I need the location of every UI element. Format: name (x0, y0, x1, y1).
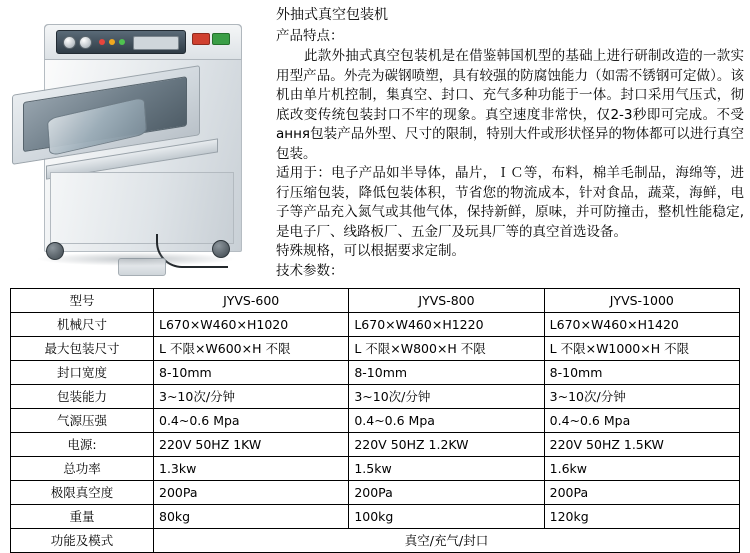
row-value: 200Pa (349, 481, 544, 505)
display-screen (133, 36, 179, 50)
indicator-led-icon (109, 39, 115, 45)
row-label: 包装能力 (11, 385, 154, 409)
indicator-led-icon (99, 39, 105, 45)
table-header-model: 型号 (11, 289, 154, 313)
table-header-jyvs600: JYVS-600 (154, 289, 349, 313)
row-label: 最大包装尺寸 (11, 337, 154, 361)
table-row (11, 481, 740, 505)
row-label: 总功率 (11, 457, 154, 481)
table-row (11, 313, 740, 337)
control-knob-icon (79, 36, 92, 49)
row-label: 重量 (11, 505, 154, 529)
row-value: 0.4~0.6 Mpa (154, 409, 349, 433)
row-value: 120kg (544, 505, 739, 529)
table-row (11, 433, 740, 457)
table-header-row (11, 289, 740, 313)
start-button-icon (212, 33, 230, 45)
stop-button-icon (192, 33, 210, 45)
row-label: 电源: (11, 433, 154, 457)
row-value: 3~10次/分钟 (154, 385, 349, 409)
row-value: 1.3kw (154, 457, 349, 481)
row-value: 8-10mm (154, 361, 349, 385)
row-value: 1.5kw (349, 457, 544, 481)
control-panel (56, 30, 186, 54)
row-value: 220V 50HZ 1.5KW (544, 433, 739, 457)
floor-shadow (36, 252, 236, 266)
row-value: 200Pa (154, 481, 349, 505)
row-label: 封口宽度 (11, 361, 154, 385)
row-value: L 不限×W600×H 不限 (154, 337, 349, 361)
row-value: L 不限×W1000×H 不限 (544, 337, 739, 361)
row-value: 200Pa (544, 481, 739, 505)
indicator-led-icon (119, 39, 125, 45)
row-value-merged: 真空/充气/封口 (154, 529, 740, 553)
row-label: 气源压强 (11, 409, 154, 433)
table-header-jyvs800: JYVS-800 (349, 289, 544, 313)
table-row (11, 361, 740, 385)
row-value: L670×W460×H1420 (544, 313, 739, 337)
page-title: 外抽式真空包装机 (276, 7, 388, 23)
custom-note: 特殊规格，可以根据要求定制。 (276, 243, 465, 259)
row-value: 1.6kw (544, 457, 739, 481)
row-value: L 不限×W800×H 不限 (349, 337, 544, 361)
spec-heading: 技术参数： (276, 263, 344, 279)
row-value: 8-10mm (349, 361, 544, 385)
product-photo (6, 6, 268, 278)
table-row (11, 337, 740, 361)
row-value: 100kg (349, 505, 544, 529)
row-value: 3~10次/分钟 (349, 385, 544, 409)
row-label: 功能及模式 (11, 529, 154, 553)
table-row (11, 409, 740, 433)
spec-table (10, 288, 740, 553)
row-value: 0.4~0.6 Mpa (544, 409, 739, 433)
application-paragraph: 适用于：电子产品如半导体，晶片，ＩＣ等，布料，棉羊毛制品，海绵等，进行压缩包装，降低包装体积，节省您的物流成本，针对食品，蔬菜，海鲜，电子等产品充入氮气或其他气体，保持新鲜，原味，并可防撞击，整机性能稳定,是电子厂、线路板厂、五金厂及玩具厂等的真空首选设备。 (276, 165, 744, 240)
row-value: L670×W460×H1220 (349, 313, 544, 337)
description-column (276, 6, 744, 262)
row-value: 80kg (154, 505, 349, 529)
table-row (11, 385, 740, 409)
spec-table-body (11, 289, 740, 553)
features-label: 产品特点： (276, 28, 344, 44)
control-knob-icon (63, 36, 76, 49)
table-row-functions (11, 529, 740, 553)
row-value: 8-10mm (544, 361, 739, 385)
row-label: 机械尺寸 (11, 313, 154, 337)
table-row (11, 457, 740, 481)
row-value: 220V 50HZ 1KW (154, 433, 349, 457)
features-paragraph: 此款外抽式真空包装机是在借鉴韩国机型的基础上进行研制改造的一款实用型产品。外壳为碳钢喷塑，具有较强的防腐蚀能力（如需不锈钢可定做）。该机由单片机控制，集真空、封口、充气多种功能于一体。封口采用气压式，彻底改变传统包装封口不牢的现象。真空速度非常快，仅2-3秒即可完成。不受ання包装产品外型、尺寸的限制，特别大件或形状怪异的物体都可以进行真空包装。 (276, 48, 744, 162)
table-header-jyvs1000: JYVS-1000 (544, 289, 739, 313)
row-value: 0.4~0.6 Mpa (349, 409, 544, 433)
row-label: 极限真空度 (11, 481, 154, 505)
table-row (11, 505, 740, 529)
row-value: L670×W460×H1020 (154, 313, 349, 337)
row-value: 220V 50HZ 1.2KW (349, 433, 544, 457)
row-value: 3~10次/分钟 (544, 385, 739, 409)
